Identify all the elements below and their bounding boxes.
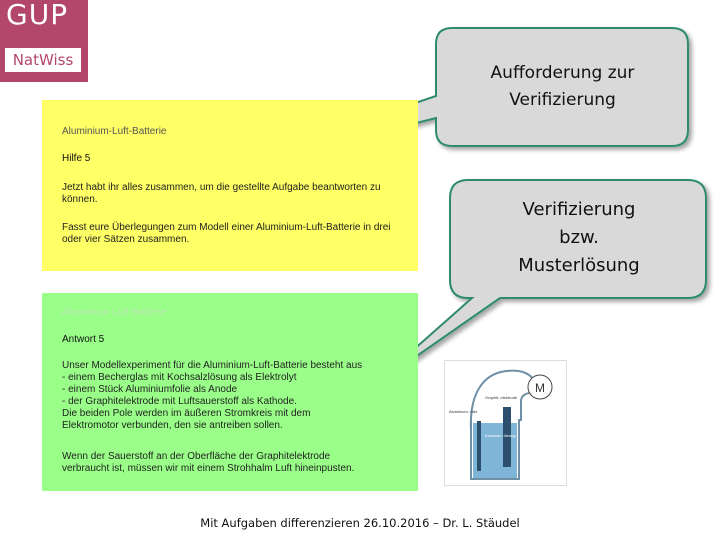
battery-experiment-drawing	[445, 361, 566, 485]
answer-card-paragraph-1: Unser Modellexperiment für die Aluminium-Luft-Batterie besteht aus - einem Becherglas mit Kochsalzlösung als Elektrolyt - einem Stück Aluminiumfolie als Anode - der Graphitelektrode mit Luftsauerstoff als Kathode. Die beiden Pole werden im äußeren Stromkreis mit dem Elektromotor verbunden, den sie antreiben sollen.	[62, 360, 363, 431]
solution-bubble-text: Verifizierung bzw. Musterlösung	[518, 199, 640, 276]
motor-label: M	[535, 381, 545, 395]
answer-card-title: Aluminium-Luft-Batterie	[62, 307, 167, 318]
hint-card	[42, 100, 418, 271]
logo-natwiss-box: NatWiss	[5, 48, 81, 72]
footer-caption: Mit Aufgaben differenzieren 26.10.2016 – Dr. L. Stäudel	[200, 516, 520, 530]
answer-card-heading: Antwort 5	[62, 334, 105, 345]
answer-card-paragraph-2: Wenn der Sauerstoff an der Oberfläche der Graphitelektrode verbraucht ist, müssen wir mit einem Strohhalm Luft hineinpusten.	[62, 451, 355, 474]
aluminium-foil-electrode	[477, 421, 481, 471]
label-foil: Aluminium- folie	[449, 409, 478, 414]
hint-card-heading: Hilfe 5	[62, 153, 91, 164]
hint-card-title: Aluminium-Luft-Batterie	[62, 126, 167, 137]
logo-gup-text: GUP	[6, 0, 69, 31]
answer-card	[42, 293, 418, 491]
prompt-bubble-text: Aufforderung zur Verifizierung	[490, 63, 635, 110]
hint-card-paragraph-1: Jetzt habt ihr alles zusammen, um die gestellte Aufgabe beantworten zu können.	[62, 182, 381, 205]
label-graphite: Graphit- elektrode	[485, 395, 518, 400]
hint-card-paragraph-2: Fasst eure Überlegungen zum Modell einer Aluminium-Luft-Batterie in drei oder vier Sätzen zusammen.	[62, 222, 391, 245]
label-solution: Kochsalz- lösung	[485, 433, 516, 438]
battery-experiment-diagram	[444, 360, 567, 486]
